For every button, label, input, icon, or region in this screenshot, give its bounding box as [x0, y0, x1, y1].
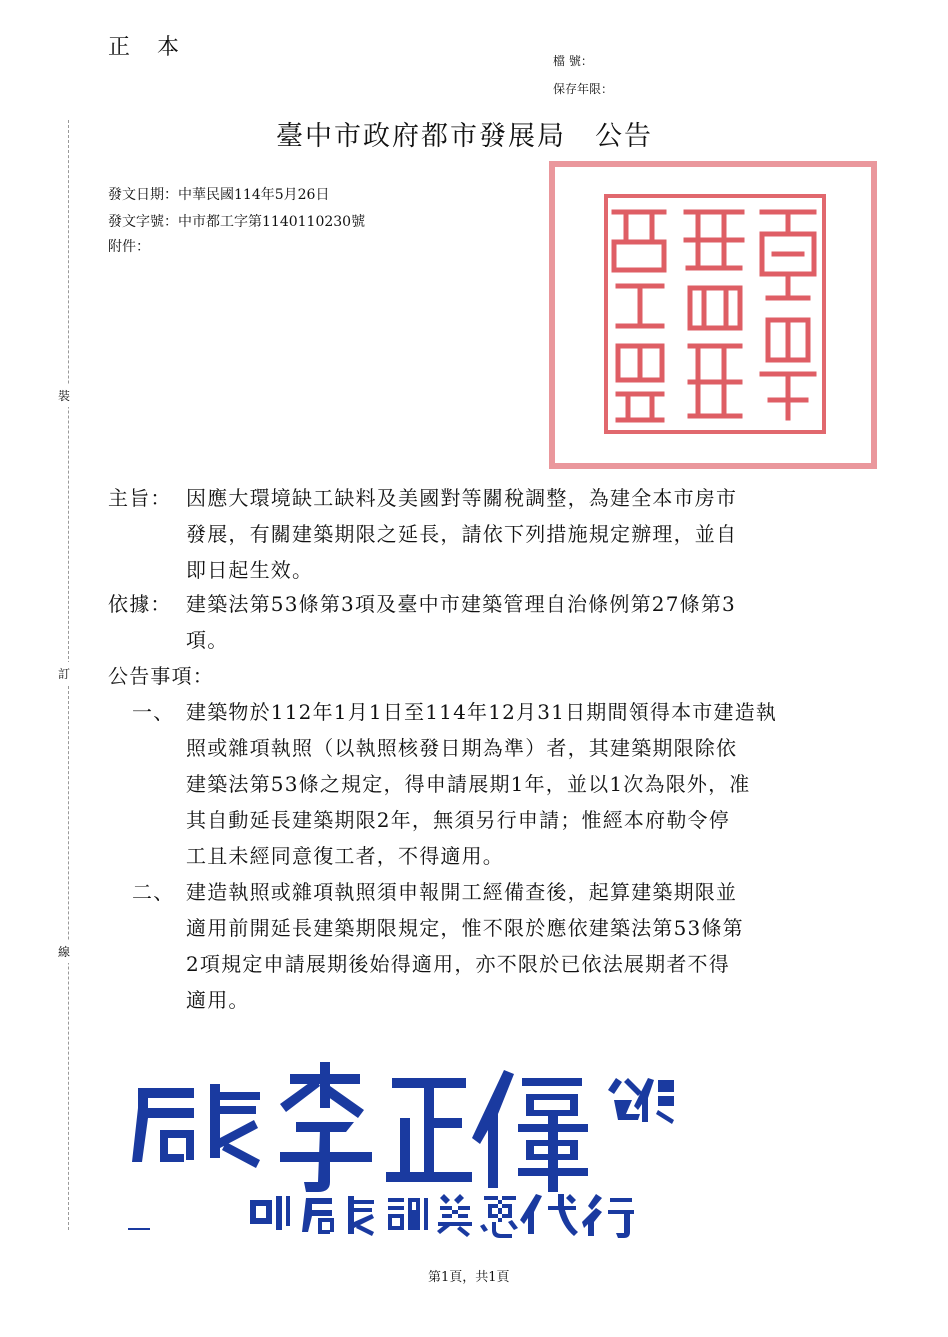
- item-line: 適用前開延長建築期限規定，惟不限於應依建築法第53條第: [186, 916, 744, 940]
- item-number: 一、: [132, 700, 175, 724]
- notice-item-2: [186, 874, 866, 1018]
- subject-label: 主旨：: [108, 486, 172, 510]
- basis-line: 建築法第53條第3項及臺中市建築管理自治條例第27條第3: [186, 592, 736, 616]
- notice-heading: 公告事項：: [108, 664, 214, 688]
- subject-text: [186, 480, 866, 588]
- item-line: 2項規定申請展期後始得適用，亦不限於已依法展期者不得: [186, 952, 730, 976]
- basis-line: 項。: [186, 628, 229, 652]
- retention-label: 保存年限：: [553, 82, 614, 96]
- file-number-label: 檔 號：: [553, 54, 593, 68]
- issue-date: 發文日期：中華民國114年5月26日: [108, 187, 330, 203]
- subject-line: 即日起生效。: [186, 558, 314, 582]
- subject-line: 因應大環境缺工缺料及美國對等關稅調整，為建全本市房市: [186, 486, 738, 510]
- binding-char-ding: 訂: [58, 662, 70, 685]
- page-number: 第1頁，共1頁: [428, 1270, 510, 1285]
- attachment-label: 附件：: [108, 239, 150, 255]
- page-title: 臺中市政府都市發展局 公告: [276, 121, 653, 152]
- document-number: 發文字號：中市都工字第1140110230號: [108, 214, 366, 230]
- official-seal: [548, 160, 878, 470]
- item-line: 建築物於112年1月1日至114年12月31日期間領得本市建造執: [186, 700, 778, 724]
- subject-line: 發展，有關建築期限之延長，請依下列措施規定辦理，並自: [186, 522, 738, 546]
- item-line: 適用。: [186, 988, 250, 1012]
- item-line: 照或雜項執照（以執照核發日期為準）者，其建築期限除依: [186, 736, 738, 760]
- basis-label: 依據：: [108, 592, 172, 616]
- basis-text: [186, 586, 866, 658]
- item-line: 其自動延長建築期限2年，無須另行申請；惟經本府勒令停: [186, 808, 730, 832]
- signature-stamp: [130, 1060, 690, 1240]
- item-number: 二、: [132, 880, 175, 904]
- binding-char-zhuang: 裝: [58, 384, 70, 407]
- binding-char-xian: 線: [58, 940, 70, 963]
- item-line: 建造執照或雜項執照須申報開工經備查後，起算建築期限並: [186, 880, 738, 904]
- item-line: 建築法第53條之規定，得申請展期1年，並以1次為限外，准: [186, 772, 751, 796]
- notice-item-1: [186, 694, 866, 874]
- stamp-edge-mark: [128, 1228, 150, 1230]
- item-line: 工且未經同意復工者，不得適用。: [186, 844, 504, 868]
- copy-mark: 正 本: [108, 35, 189, 60]
